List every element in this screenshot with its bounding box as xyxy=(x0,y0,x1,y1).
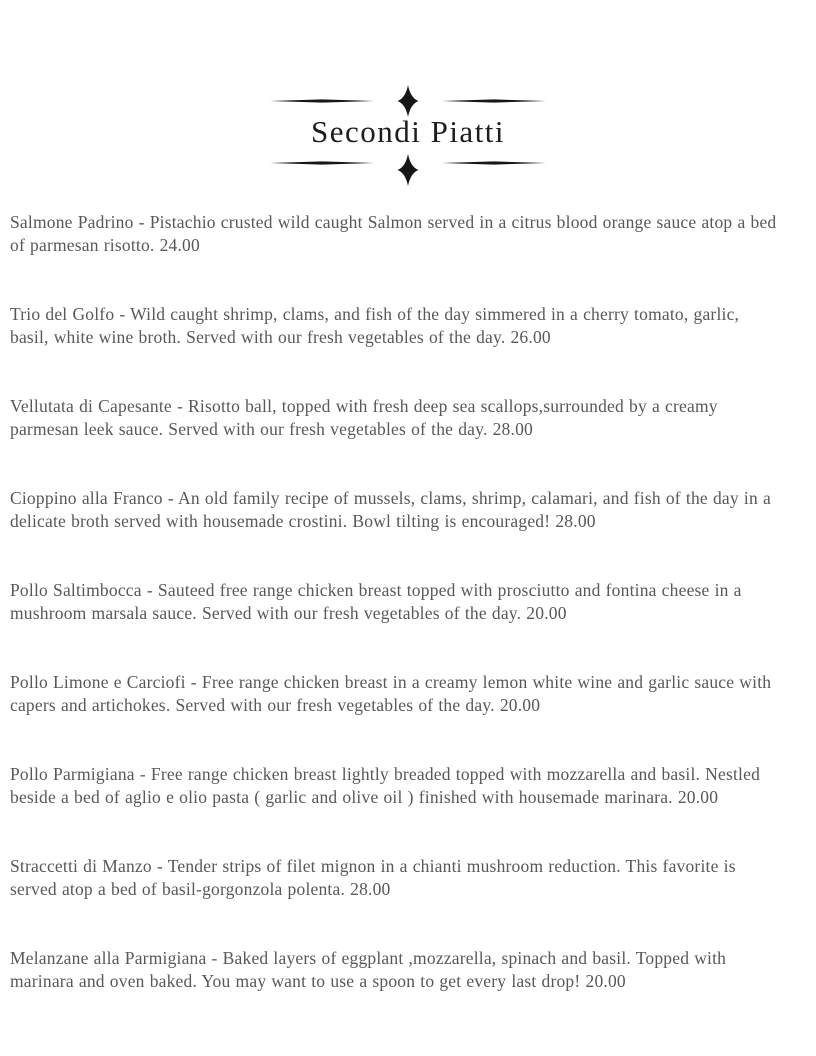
dish-description: - Risotto ball, topped with fresh deep sea scallops,surrounded by a creamy parmesan leek sauce. Served with our fresh vegetables of the day. xyxy=(10,396,718,439)
tapered-rule-right xyxy=(442,161,546,164)
menu-item xyxy=(10,763,782,809)
dish-price: 28.00 xyxy=(555,511,596,531)
dish-name: Cioppino alla Franco xyxy=(10,488,163,508)
dish-description: - Sauteed free range chicken breast topped with prosciutto and fontina cheese in a mushroom marsala sauce. Served with our fresh vegetables of the day. xyxy=(10,580,742,623)
dish-name: Vellutata di Capesante xyxy=(10,396,172,416)
dish-name: Pollo Limone e Carciofi xyxy=(10,672,186,692)
menu-item xyxy=(10,487,782,533)
dish-price: 28.00 xyxy=(492,419,533,439)
menu-item xyxy=(10,303,782,349)
dish-description: - Baked layers of eggplant ,mozzarella, spinach and basil. Topped with marinara and oven baked. You may want to use a spoon to get every last drop! xyxy=(10,948,727,991)
page-title: Secondi Piatti xyxy=(310,114,506,149)
dish-name: Straccetti di Manzo xyxy=(10,856,152,876)
menu-item xyxy=(10,671,782,717)
tapered-rule-right xyxy=(442,99,546,102)
tapered-rule-left xyxy=(270,161,374,164)
menu-item xyxy=(10,211,782,257)
divider-ornament-bottom xyxy=(270,146,546,190)
menu-item xyxy=(10,855,782,901)
menu-list xyxy=(10,211,782,1039)
dish-price: 20.00 xyxy=(585,971,626,991)
dish-name: Melanzane alla Parmigiana xyxy=(10,948,207,968)
dish-price: 20.00 xyxy=(677,787,719,807)
dish-price: 20.00 xyxy=(526,603,567,623)
dish-description: - Tender strips of filet mignon in a chianti mushroom reduction. This favorite is served atop a bed of basil-gorgonzola polenta. xyxy=(10,856,736,899)
menu-item xyxy=(10,947,782,993)
dish-name: Salmone Padrino xyxy=(10,212,134,232)
dish-price: 28.00 xyxy=(350,879,391,899)
dish-price: 20.00 xyxy=(499,695,541,715)
dish-name: Trio del Golfo xyxy=(10,304,115,324)
sparkle-icon xyxy=(398,154,419,186)
dish-description: - Pistachio crusted wild caught Salmon served in a citrus blood orange sauce atop a bed of parmesan risotto. xyxy=(10,212,777,255)
dish-description: - Free range chicken breast in a creamy lemon white wine and garlic sauce with capers and artichokes. Served with our fresh vegetables of the day. xyxy=(10,672,772,715)
menu-item xyxy=(10,579,782,625)
dish-price: 26.00 xyxy=(510,327,551,347)
dish-name: Pollo Parmigiana xyxy=(10,764,135,784)
dish-description: - An old family recipe of mussels, clams, shrimp, calamari, and fish of the day in a delicate broth served with housemade crostini. Bowl tilting is encouraged! xyxy=(10,488,771,531)
dish-description: - Free range chicken breast lightly breaded topped with mozzarella and basil. Nestled beside a bed of aglio e olio pasta ( garlic and olive oil ) finished with housemade marinara. xyxy=(10,764,761,807)
menu-item xyxy=(10,395,782,441)
tapered-rule-left xyxy=(270,99,374,102)
dish-name: Pollo Saltimbocca xyxy=(10,580,142,600)
dish-description: - Wild caught shrimp, clams, and fish of the day simmered in a cherry tomato, garlic, basil, white wine broth. Served with our fresh vegetables of the day. xyxy=(10,304,740,347)
dish-price: 24.00 xyxy=(159,235,200,255)
